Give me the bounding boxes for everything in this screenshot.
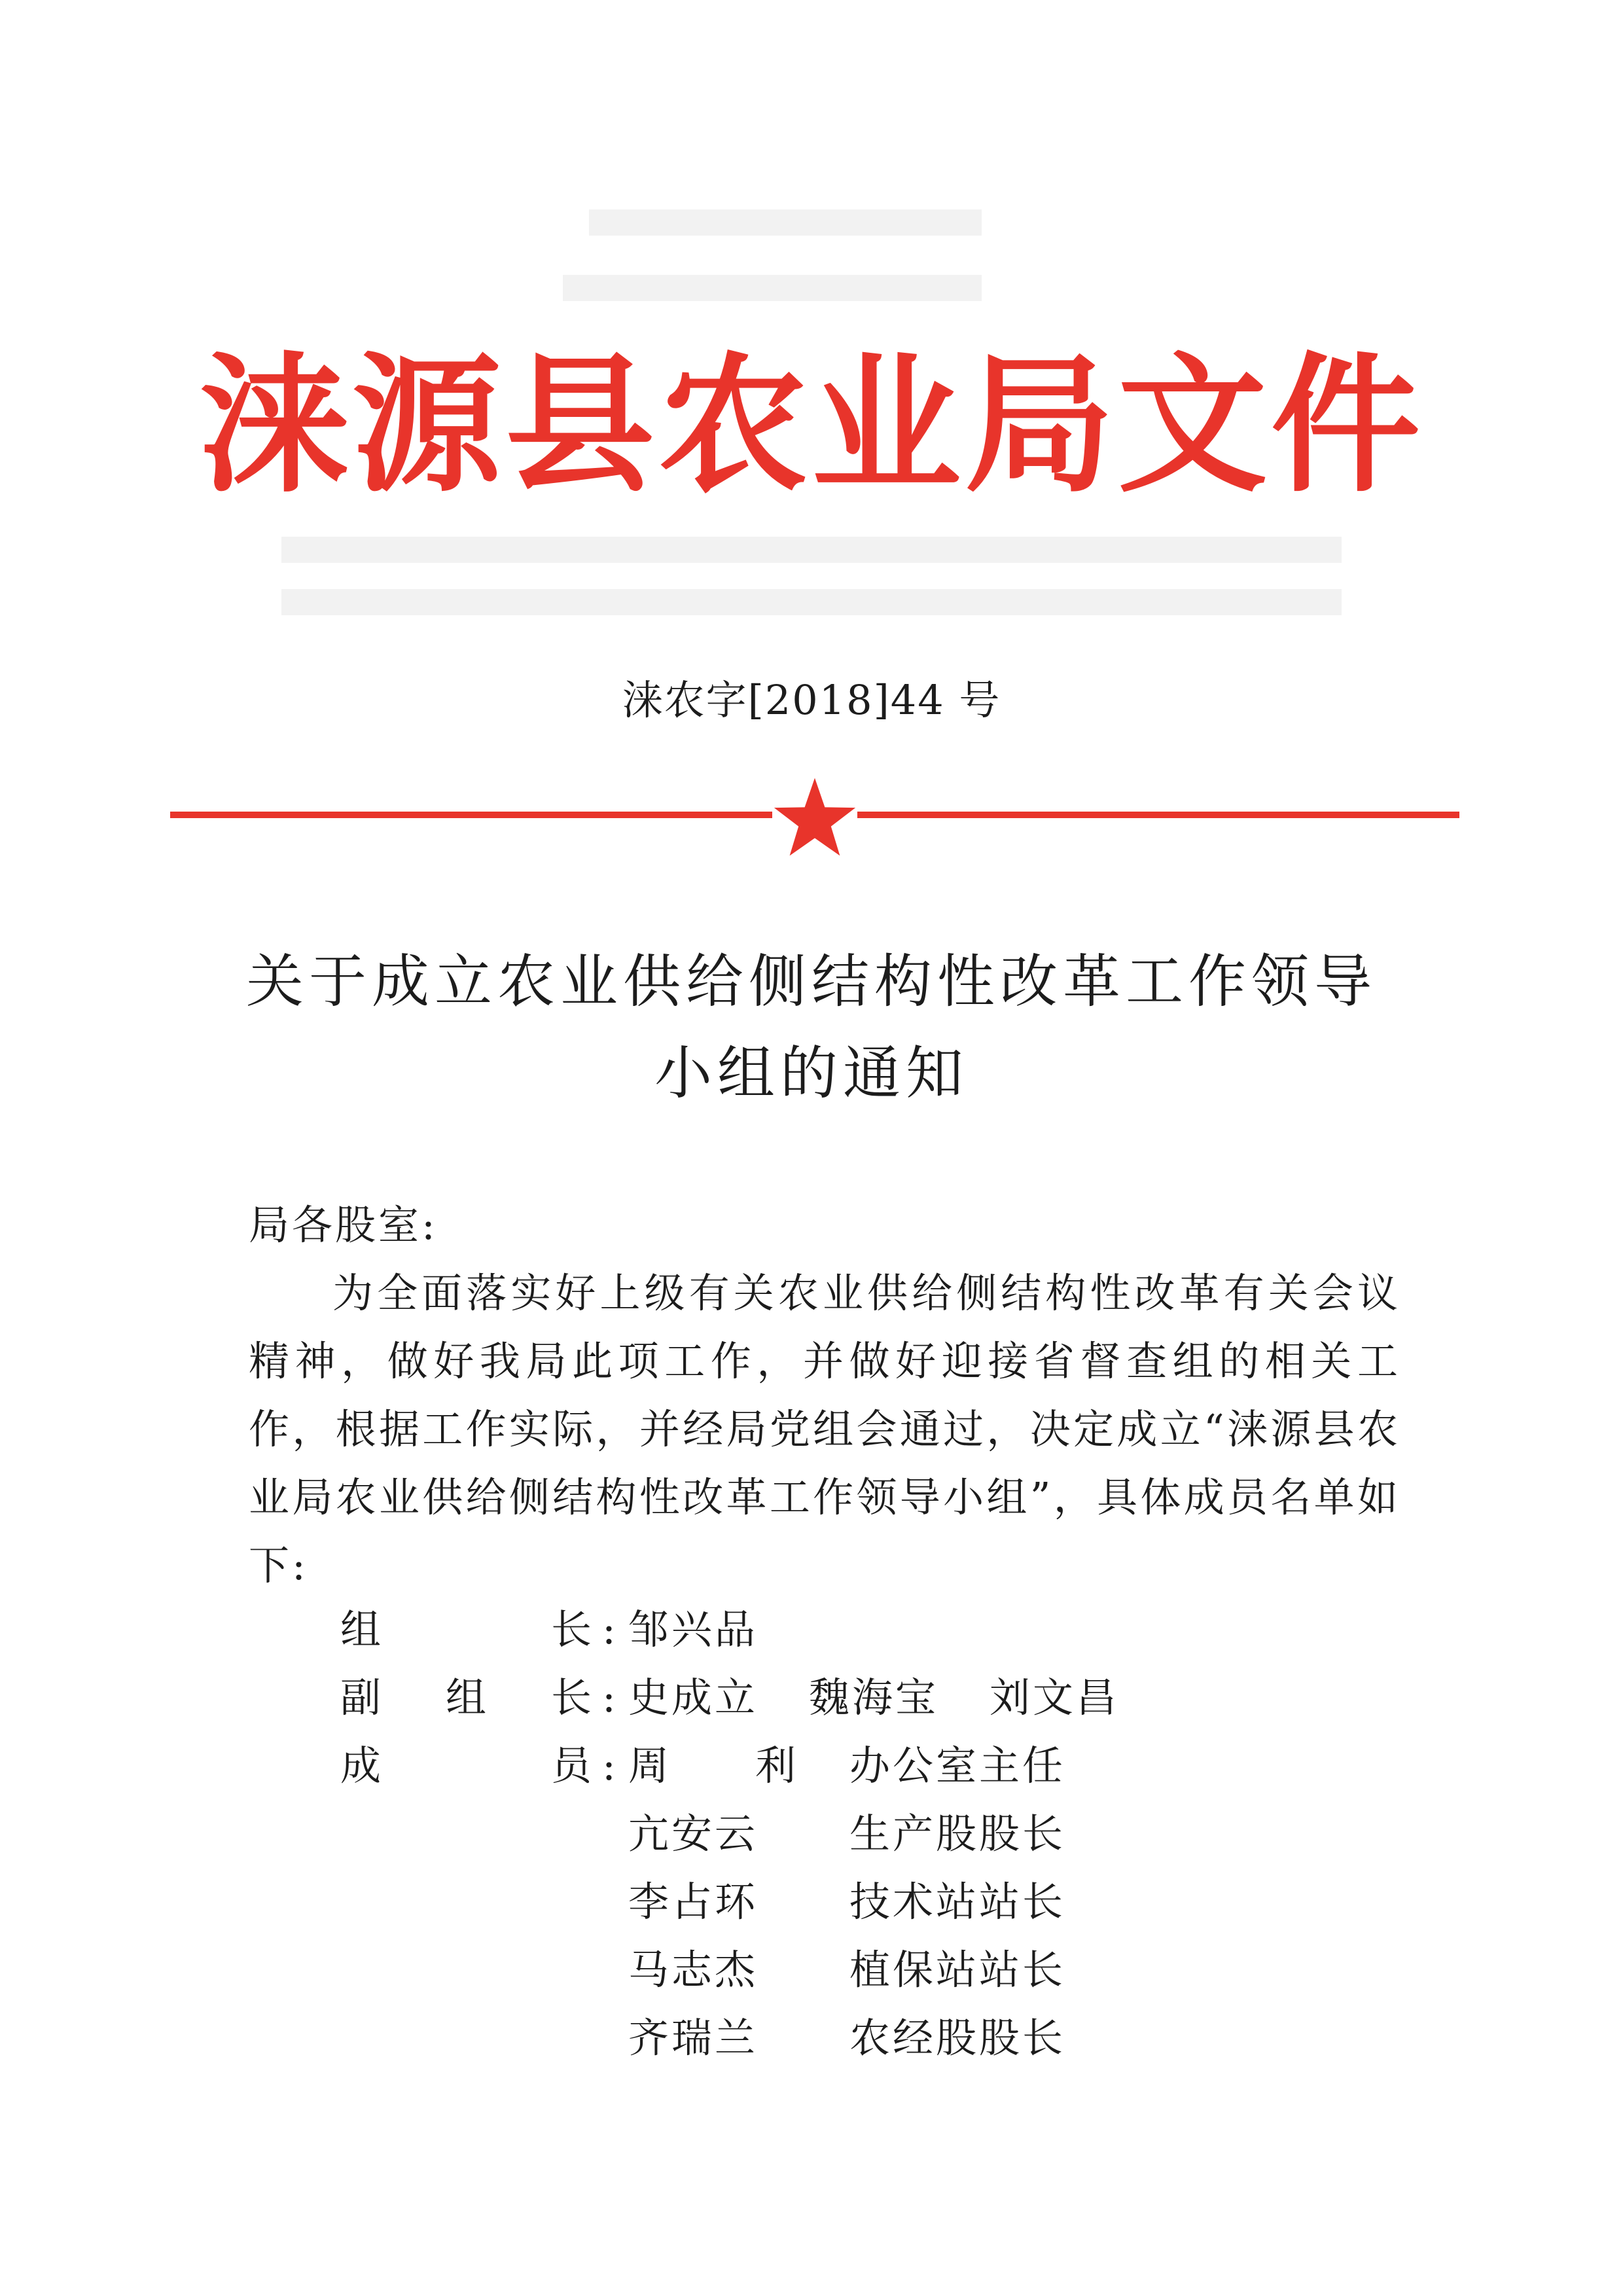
- member-title: 农经股股长: [849, 2014, 1066, 2062]
- member-row: [340, 1868, 1119, 1936]
- notice-title: [0, 936, 1623, 1119]
- salutation: 局各股室:: [249, 1201, 438, 1249]
- deputy-name: 史成立: [628, 1674, 758, 1721]
- red-rule-right: [857, 812, 1459, 818]
- member-name-char: 利: [755, 1742, 798, 1789]
- member-list: [340, 1596, 1119, 2072]
- role-char: 员: [550, 1742, 594, 1789]
- title-line-2: 小组的通知: [654, 1039, 969, 1107]
- notice-body: [249, 1191, 1400, 1600]
- member-row: [340, 1800, 1119, 1868]
- deputy-row: [340, 1664, 1119, 1732]
- colon: :: [602, 1674, 618, 1721]
- member-name-char: 周: [628, 1742, 672, 1789]
- leader-role: [340, 1596, 602, 1664]
- member-row: [340, 2004, 1119, 2072]
- member-name: 齐瑞兰: [628, 2014, 758, 2062]
- bleed-through-mark: [589, 209, 982, 236]
- red-star-icon: [771, 776, 859, 857]
- member-title: 办公室主任: [849, 1742, 1066, 1789]
- bleed-through-mark: [281, 589, 1342, 615]
- role-char: 长: [550, 1605, 594, 1653]
- member-title: 植保站站长: [849, 1946, 1066, 1994]
- red-rule-left: [170, 812, 772, 818]
- letterhead-title: 涞源县农业局文件: [199, 338, 1424, 512]
- bleed-through-mark: [563, 275, 982, 301]
- role-char: 成: [340, 1742, 384, 1789]
- member-title: 生产股股长: [849, 1810, 1066, 1857]
- member-row: [340, 1936, 1119, 2004]
- role-char: 组: [445, 1674, 489, 1721]
- member-name: [628, 1732, 798, 1800]
- colon: :: [602, 1742, 618, 1789]
- member-row: [340, 1732, 1119, 1800]
- leader-name: 邹兴品: [628, 1605, 758, 1653]
- member-name: 马志杰: [628, 1946, 758, 1994]
- title-line-1: 关于成立农业供给侧结构性改革工作领导: [245, 948, 1377, 1015]
- member-name: 李占环: [628, 1878, 758, 1926]
- member-name: 亢安云: [628, 1810, 758, 1857]
- role-char: 副: [340, 1674, 384, 1721]
- member-role: [340, 1732, 602, 1800]
- member-title: 技术站站长: [849, 1878, 1066, 1926]
- bleed-through-mark: [281, 537, 1342, 563]
- role-char: 长: [550, 1674, 594, 1721]
- deputy-name: 魏海宝: [809, 1674, 939, 1721]
- colon: :: [602, 1605, 618, 1653]
- leader-row: [340, 1596, 1119, 1664]
- deputy-name: 刘文昌: [990, 1674, 1120, 1721]
- deputy-role: [340, 1664, 602, 1732]
- body-paragraph: 为全面落实好上级有关农业供给侧结构性改革有关会议精神，做好我局此项工作，并做好迎接省督查组的相关工作，根据工作实际，并经局党组会通过，决定成立“涞源县农业局农业供给侧结构性改革工作领导小组”，具体成员名单如下:: [249, 1269, 1400, 1589]
- role-char: 组: [340, 1605, 384, 1653]
- document-number: 涞农字[2018]44 号: [622, 676, 1001, 724]
